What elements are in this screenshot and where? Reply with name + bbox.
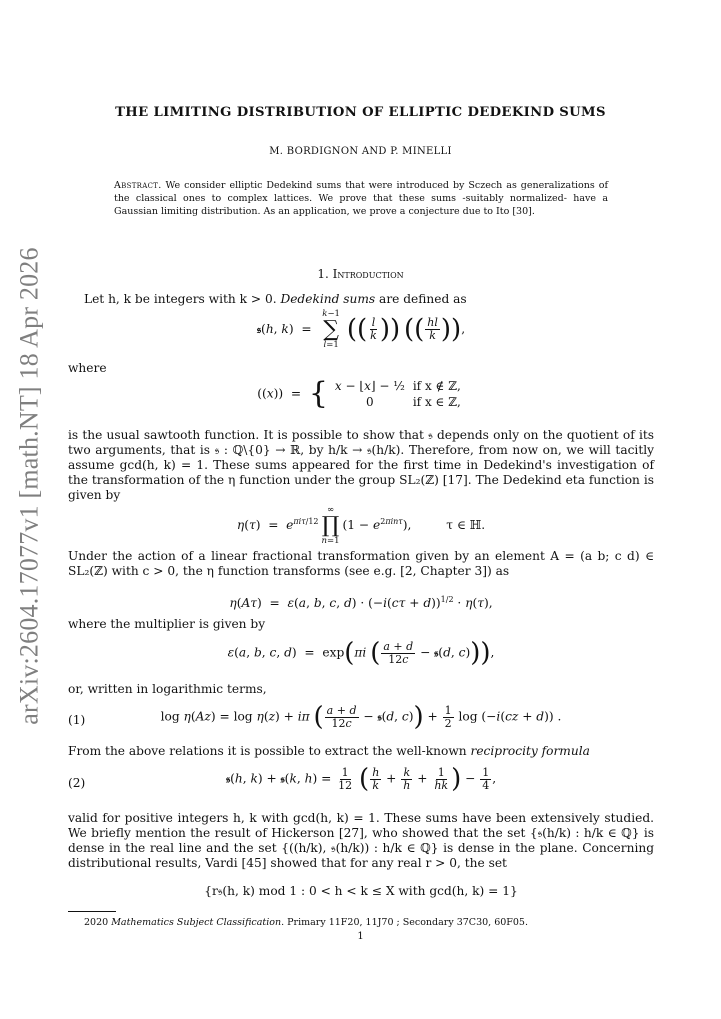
section-number: 1. — [317, 267, 329, 281]
dedekind-sums-term: Dedekind sums — [280, 292, 376, 306]
equation-number-1: (1) — [68, 713, 86, 727]
equation-eta-transform: η(Aτ) = ε(a, b, c, $d) \cdot (-i(c\tau + d))^{1/2} \cdot \eta(\tau)$, — [229, 595, 493, 611]
footnote: 2020 Mathematics Subject Classification. Primary 11F20, 11J70 ; Secondary 37C30, 60F05. — [84, 917, 528, 928]
abstract-text: We consider elliptic Dedekind sums that were introduced by Sczech as generalizations of the classical ones to complex lattices. We prove that these sums -suitably normalized- have a Gaussian limiting distribution. As an application, we prove a conjecture due to Ito [30]. — [114, 180, 608, 217]
eta-domain: τ ∈ ℍ. — [446, 518, 486, 532]
case2-condition: if x ∈ ℤ, — [412, 395, 461, 409]
footnote-rule — [68, 911, 116, 912]
equation-multiplier: ε(a, b, c, d) = exp(πi ( $\frac{a + d}{12c}$ − 𝔰(d, c))), — [227, 638, 495, 668]
paragraph-multiplier: where the multiplier is given by — [68, 617, 266, 631]
paragraph-definition: Let h, k be integers with k > 0. Dedekind sums are defined as — [84, 292, 467, 306]
equation-dedekind-sum: 𝔰(h, k) = k−1 ∑ l=1 (( $\frac{l}{k}$ )) (( $\frac{hl}{k}$ )), — [256, 309, 466, 350]
equation-vardi-set: {r𝔰(h, k) mod 1 : 0 < h < k ≤ X with gcd(h, k) = 1} — [204, 884, 518, 898]
case2-value: 0 — [366, 395, 374, 409]
equation-reciprocity: 𝔰(h, k) + 𝔰(k, h) = $\frac{1}{12}$ ( $\frac{h}{k}$ + $\frac{k}{h}$ + $\frac{1}{hk}$ ) − $\frac{1}{4}$ , — [225, 764, 497, 794]
reciprocity-term: reciprocity formula — [470, 744, 590, 758]
case1-condition: if x ∉ ℤ, — [412, 379, 461, 393]
arxiv-stamp: arXiv:2604.17077v1 [math.NT] 18 Apr 2026 — [15, 247, 45, 725]
paragraph-logarithmic: or, written in logarithmic terms, — [68, 682, 267, 696]
abstract — [114, 179, 608, 218]
paragraph-hickerson: valid for positive integers h, k with gcd(h, k) = 1. These sums have been extensively studied. We briefly mention the result of Hickerson [27], who showed that the set {𝔰(h/k) : h/k ∈ ℚ} is dense in the real line and the set {((h/k), 𝔰(h/k)) : h/k ∈ ℚ} is dense in the plane. Concerning distributional results, Vardi [45] showed that for any real r > 0, the set — [68, 811, 654, 870]
paragraph-sawtooth: is the usual sawtooth function. It is possible to show that 𝔰 depends only on the quotient of its two arguments, that is 𝔰 : ℚ\{0} → ℝ, by h/k → 𝔰(h/k). Therefore, from now on, we will tacitly assume gcd(h, k) = 1. These sums appeared for the first time in Dedekind's investigation of the transformation of the η function under the group SL₂(ℤ) [17]. The Dedekind eta function is given by — [68, 428, 654, 502]
paragraph-transformation: Under the action of a linear fractional transformation given by an element A = (a b; c d) ∈ SL₂(ℤ) with c > 0, the η function transforms (see e.g. [2, Chapter 3]) as — [68, 549, 654, 578]
paragraph-reciprocity: From the above relations it is possible to extract the well-known reciprocity formula — [68, 744, 590, 758]
abstract-label: Abstract. — [114, 180, 162, 191]
page-number: 1 — [357, 931, 364, 942]
where-text: where — [68, 361, 107, 375]
paper-title: THE LIMITING DISTRIBUTION OF ELLIPTIC DEDEKIND SUMS — [115, 105, 606, 120]
section-heading — [0, 267, 721, 281]
equation-eta: $\eta(\tau) = e^{\pi i\tau/12}$ ∞ ∏ n=1 $(1 - e^{2\pi in\tau})$, τ ∈ ℍ. — [236, 505, 486, 546]
section-title: Introduction — [332, 267, 404, 281]
authors: M. BORDIGNON AND P. MINELLI — [269, 146, 452, 157]
equation-number-2: (2) — [68, 776, 86, 790]
equation-log-eta: log η(Az) = log η(z) + iπ ( $\frac{a + d}{12c}$ − 𝔰(d, c)) + $\frac{1}{2}$ log (−i(cz + d)) . — [160, 702, 562, 732]
equation-sawtooth: ((x)) = { x − ⌊x⌋ − ½ if x ∉ ℤ, 0 if x ∈ ℤ, — [68, 378, 654, 410]
